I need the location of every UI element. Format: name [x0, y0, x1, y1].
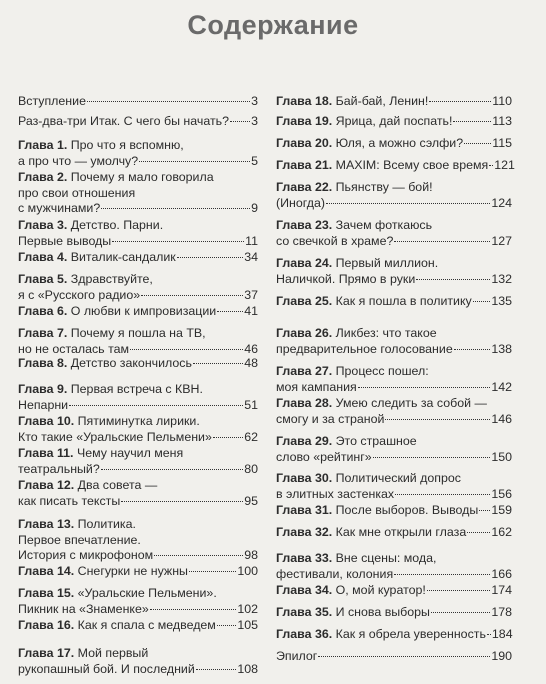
chapter-number: Глава 2. — [18, 170, 68, 184]
entry-title-line: Это страшное — [335, 434, 417, 448]
page-number: 190 — [491, 649, 512, 663]
dot-leader — [230, 121, 250, 122]
chapter-number: Глава 9. — [18, 382, 68, 396]
entry-title-line: предварительное голосование — [276, 341, 453, 356]
entry-title-line: Первая встреча с КВН. — [70, 382, 203, 396]
page-number: 11 — [245, 233, 258, 248]
entry-title-line: я с «Русского радио» — [18, 287, 141, 302]
dot-leader — [130, 349, 243, 350]
chapter-number: Глава 27. — [276, 364, 333, 378]
toc-entry — [276, 503, 512, 519]
dot-leader — [467, 532, 490, 533]
entry-title-line: Ярица, дай поспать! — [335, 114, 453, 128]
toc-entry — [18, 564, 258, 580]
dot-leader — [217, 625, 236, 626]
toc-entry — [276, 471, 512, 502]
dot-leader — [416, 279, 490, 280]
chapter-number: Глава 29. — [276, 434, 333, 448]
entry-title-line: Процесс пошел: — [335, 364, 429, 378]
entry-title-line: Пикник на «Знаменке» — [18, 601, 149, 616]
chapter-number: Глава 15. — [18, 586, 75, 600]
entry-title-line: Почему я мало говорила — [70, 170, 214, 184]
toc-entry — [276, 396, 512, 427]
page-number: 37 — [244, 287, 258, 302]
page-number: 98 — [244, 548, 258, 562]
page-number: 3 — [251, 94, 258, 108]
page-number: 146 — [491, 411, 512, 426]
toc-entry — [276, 627, 512, 643]
chapter-number: Глава 35. — [276, 605, 333, 619]
page-number: 62 — [244, 429, 258, 444]
entry-title-line: Детство. Парни. — [70, 218, 164, 232]
entry-title-line: Пятиминутка лирики. — [77, 414, 200, 428]
dot-leader — [453, 121, 491, 122]
dot-leader — [139, 161, 250, 162]
chapter-number: Глава 3. — [18, 218, 68, 232]
chapter-number: Глава 20. — [276, 136, 333, 150]
dot-leader — [429, 101, 491, 102]
entry-title-line: Раз-два-три Итак. С чего бы начать? — [18, 114, 229, 128]
toc-entry — [18, 250, 258, 266]
dot-leader — [213, 437, 243, 438]
dot-leader — [487, 634, 491, 635]
dot-leader — [373, 457, 491, 458]
dot-leader — [473, 301, 491, 302]
entry-title-line: Первый миллион. — [335, 256, 439, 270]
chapter-number: Глава 28. — [276, 396, 333, 410]
toc-entry — [276, 326, 512, 357]
page-number: 110 — [492, 94, 512, 108]
dot-leader — [479, 510, 490, 511]
chapter-number: Глава 24. — [276, 256, 333, 270]
page-number: 159 — [491, 503, 512, 517]
entry-title-line: Чему научил меня — [76, 446, 184, 460]
entry-title-line: а про что — умолчу? — [18, 153, 139, 168]
chapter-number: Глава 4. — [18, 250, 68, 264]
page-number: 162 — [491, 525, 512, 539]
page-number: 150 — [491, 449, 512, 464]
entry-title-line: Как я спала с медведем — [77, 618, 216, 632]
chapter-number: Глава 17. — [18, 646, 75, 660]
toc-entry — [276, 525, 512, 541]
toc-entry — [276, 180, 512, 211]
toc-entry — [18, 356, 258, 372]
chapter-number: Глава 19. — [276, 114, 333, 128]
chapter-number: Глава 32. — [276, 525, 333, 539]
chapter-number: Глава 10. — [18, 414, 75, 428]
entry-title-line: Умею следить за собой — — [335, 396, 487, 410]
page-number: 127 — [491, 233, 512, 248]
toc-entry — [276, 114, 512, 130]
entry-title-line: Юля, а можно сэлфи? — [335, 136, 464, 150]
dot-leader — [87, 101, 250, 102]
toc-entry — [18, 170, 258, 217]
entry-title-line: «Уральские Пельмени». — [77, 586, 217, 600]
entry-title-line: Как мне открыли глаза — [335, 525, 467, 539]
chapter-number: Глава 25. — [276, 294, 333, 308]
dot-leader — [154, 555, 243, 556]
toc-entry — [18, 618, 258, 634]
chapter-number: Глава 8. — [18, 356, 68, 370]
chapter-number: Глава 31. — [276, 503, 333, 517]
page-number: 115 — [492, 136, 512, 150]
chapter-number: Глава 21. — [276, 158, 333, 172]
entry-title-line: Как я пошла в политику — [335, 294, 472, 308]
entry-title-line: Про что я вспомню, — [70, 138, 184, 152]
page-number: 174 — [491, 583, 512, 597]
page-number: 48 — [244, 356, 258, 370]
entry-title-line: Детство закончилось — [70, 356, 192, 370]
toc-entry — [18, 517, 258, 564]
dot-leader — [189, 571, 236, 572]
entry-title-line: История с микрофоном — [18, 548, 154, 562]
dot-leader — [121, 501, 243, 502]
page-number: 113 — [492, 114, 512, 128]
entry-title-line: Мой первый — [77, 646, 149, 660]
entry-title-line: Вступление — [18, 94, 86, 108]
chapter-number: Глава 5. — [18, 272, 68, 286]
entry-title-line: Политика. — [77, 517, 136, 531]
entry-title-line: Первое впечатление. — [18, 532, 141, 547]
chapter-number: Глава 23. — [276, 218, 333, 232]
entry-title-line: Здравствуйте, — [70, 272, 153, 286]
page-number: 121 — [494, 158, 515, 172]
entry-title-line: Первые выводы — [18, 233, 112, 248]
chapter-number: Глава 14. — [18, 564, 75, 578]
page-number: 142 — [491, 379, 512, 394]
page-number: 156 — [491, 486, 512, 501]
entry-title-line: Эпилог — [276, 649, 318, 663]
page-number: 138 — [491, 341, 512, 356]
page-title: Содержание — [187, 10, 359, 40]
entry-title-line: Вне сцены: мода, — [335, 551, 437, 565]
entry-title-line: Бай-бай, Ленин! — [335, 94, 429, 108]
dot-leader — [112, 241, 244, 242]
chapter-number: Глава 16. — [18, 618, 75, 632]
chapter-number: Глава 12. — [18, 478, 75, 492]
page-number: 184 — [491, 627, 513, 641]
entry-title-line: Пьянству — бой! — [335, 180, 433, 194]
chapter-number: Глава 1. — [18, 138, 68, 152]
dot-leader — [217, 311, 243, 312]
dot-leader — [464, 143, 491, 144]
dot-leader — [101, 208, 250, 209]
entry-title-line: Виталик-сандалик — [70, 250, 176, 264]
dot-leader — [394, 574, 490, 575]
page-number: 41 — [244, 304, 258, 318]
dot-leader — [326, 203, 490, 204]
page-number: 5 — [251, 153, 258, 168]
toc-entry — [276, 158, 515, 174]
entry-title-line: О, мой куратор! — [335, 583, 426, 597]
dot-leader — [193, 363, 243, 364]
dot-leader — [69, 405, 243, 406]
entry-title-line: Политический допрос — [335, 471, 461, 485]
entry-title-line: слово «рейтинг» — [276, 449, 372, 464]
dot-leader — [427, 590, 490, 591]
entry-title-line: И снова выборы — [335, 605, 430, 619]
toc-entry — [276, 94, 512, 110]
entry-title-line: Как я обрела уверенность — [335, 627, 486, 641]
entry-title-line: как писать тексты — [18, 493, 121, 508]
toc-entry — [276, 649, 512, 665]
page-number: 46 — [244, 341, 258, 356]
toc-entry — [276, 583, 512, 599]
chapter-number: Глава 30. — [276, 471, 333, 485]
dot-leader — [101, 469, 243, 470]
entry-title-line: Зачем фоткаюсь — [335, 218, 433, 232]
toc-entry — [276, 256, 512, 287]
dot-leader — [394, 241, 490, 242]
page-number: 34 — [244, 250, 258, 264]
toc-entry — [18, 586, 258, 617]
toc-entry — [18, 272, 258, 303]
page-number: 9 — [251, 201, 258, 215]
toc-entry — [18, 304, 258, 320]
toc-entry — [18, 646, 258, 677]
entry-title-line: моя кампания — [276, 379, 357, 394]
toc-entry — [18, 478, 258, 509]
entry-title-line: О любви к импровизации — [70, 304, 217, 318]
page-number: 166 — [491, 566, 512, 581]
toc-entry — [18, 94, 258, 110]
entry-title-line: После выборов. Выводы — [335, 503, 479, 517]
dot-leader — [318, 656, 490, 657]
toc-entry — [276, 434, 512, 465]
page-number: 105 — [237, 618, 258, 632]
page-number: 135 — [491, 294, 512, 308]
dot-leader — [141, 295, 243, 296]
page-number: 132 — [491, 271, 512, 286]
chapter-number: Глава 34. — [276, 583, 333, 597]
page-number: 108 — [237, 661, 258, 676]
entry-title-line: рукопашный бой. И последний — [18, 661, 195, 676]
page-number: 51 — [244, 397, 258, 412]
toc-entry — [276, 551, 512, 582]
dot-leader — [196, 669, 237, 670]
chapter-number: Глава 11. — [18, 446, 74, 460]
entry-title-line: но не осталась там — [18, 341, 130, 356]
page-number: 3 — [251, 114, 258, 128]
toc-entry — [18, 114, 258, 130]
dot-leader — [385, 419, 490, 420]
page-number: 178 — [491, 605, 512, 619]
toc-entry — [276, 364, 512, 395]
dot-leader — [177, 257, 244, 258]
dot-leader — [358, 387, 491, 388]
chapter-number: Глава 36. — [276, 627, 333, 641]
toc-entry — [276, 218, 512, 249]
page-number: 102 — [237, 601, 258, 616]
entry-title-line: фестивали, колония — [276, 566, 394, 581]
chapter-number: Глава 33. — [276, 551, 333, 565]
entry-title-line: театральный? — [18, 461, 100, 476]
toc-entry — [18, 446, 258, 477]
dot-leader — [150, 609, 237, 610]
entry-title-line: с мужчинами? — [18, 201, 101, 215]
toc-entry — [18, 414, 258, 445]
entry-title-line: Ликбез: что такое — [335, 326, 437, 340]
chapter-number: Глава 26. — [276, 326, 333, 340]
entry-title-line: Два совета — — [77, 478, 158, 492]
toc-entry — [18, 138, 258, 169]
page-number: 100 — [237, 564, 258, 578]
entry-title-line: Наличкой. Прямо в руки — [276, 271, 416, 286]
page-number: 95 — [244, 493, 258, 508]
entry-title-line: (Иногда) — [276, 195, 325, 210]
entry-title-line: про свои отношения — [18, 185, 136, 200]
entry-title-line: в элитных застенках — [276, 486, 395, 501]
toc-entry — [276, 294, 512, 310]
page-number: 124 — [491, 195, 512, 210]
entry-title-line: смогу и за страной — [276, 411, 385, 426]
dot-leader — [454, 349, 491, 350]
toc-entry — [18, 326, 258, 357]
toc-entry — [18, 218, 258, 249]
chapter-number: Глава 6. — [18, 304, 68, 318]
entry-title-line: со свечкой в храме? — [276, 233, 394, 248]
entry-title-line: Почему я пошла на ТВ, — [70, 326, 206, 340]
entry-title-line: MAXIM: Всему свое время — [335, 158, 489, 172]
dot-leader — [395, 494, 490, 495]
chapter-number: Глава 13. — [18, 517, 75, 531]
dot-leader — [489, 165, 493, 166]
chapter-number: Глава 7. — [18, 326, 68, 340]
page-number: 80 — [244, 461, 258, 476]
entry-title-line: Снегурки не нужны — [77, 564, 188, 578]
entry-title-line: Непарни — [18, 397, 69, 412]
toc-entry — [276, 136, 512, 152]
chapter-number: Глава 22. — [276, 180, 333, 194]
toc-entry — [276, 605, 512, 621]
entry-title-line: Кто такие «Уральские Пельмени» — [18, 429, 212, 444]
dot-leader — [431, 612, 490, 613]
chapter-number: Глава 18. — [276, 94, 333, 108]
toc-entry — [18, 382, 258, 413]
